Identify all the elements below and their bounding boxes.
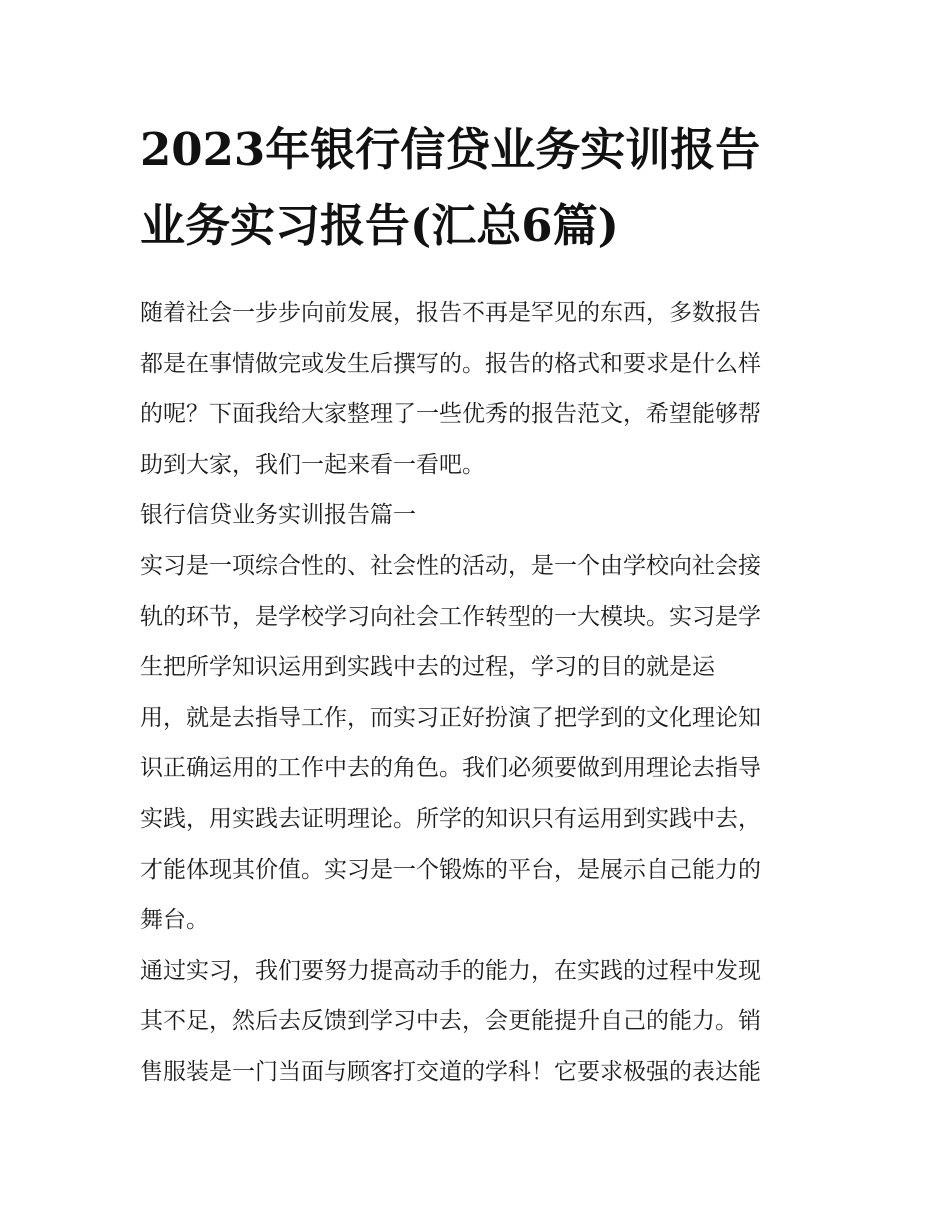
text-line: 其不足，然后去反馈到学习中去，会更能提升自己的能力。销 xyxy=(140,1008,761,1035)
text-line: 售服装是一门当面与顾客打交道的学科！它要求极强的表达能 xyxy=(140,1058,761,1085)
text-line: 才能体现其价值。实习是一个锻炼的平台，是展示自己能力的 xyxy=(140,856,761,883)
text-line: 都是在事情做完或发生后撰写的。报告的格式和要求是什么样 xyxy=(140,350,761,377)
text-line: 银行信贷业务实训报告篇一 xyxy=(140,502,416,529)
body-paragraph xyxy=(140,946,812,1098)
text-line: 通过实习，我们要努力提高动手的能力，在实践的过程中发现 xyxy=(140,957,761,984)
section-heading xyxy=(140,490,812,541)
text-line: 助到大家，我们一起来看一看吧。 xyxy=(140,451,485,478)
text-line: 的呢？下面我给大家整理了一些优秀的报告范文，希望能够帮 xyxy=(140,401,761,428)
text-line: 生把所学知识运用到实践中去的过程，学习的目的就是运 xyxy=(140,654,715,681)
text-line: 轨的环节，是学校学习向社会工作转型的一大模块。实习是学 xyxy=(140,603,761,630)
text-line: 用，就是去指导工作，而实习正好扮演了把学到的文化理论知 xyxy=(140,704,761,731)
document-title xyxy=(140,112,812,264)
title-line-1: 2023年银行信贷业务实训报告 xyxy=(140,123,761,176)
document-page xyxy=(140,112,812,1098)
text-line: 识正确运用的工作中去的角色。我们必须要做到用理论去指导 xyxy=(140,755,761,782)
text-line: 实践，用实践去证明理论。所学的知识只有运用到实践中去， xyxy=(140,805,761,832)
text-line: 随着社会一步步向前发展，报告不再是罕见的东西，多数报告 xyxy=(140,300,761,326)
title-line-2: 业务实习报告(汇总6篇) xyxy=(140,199,619,252)
text-line: 舞台。 xyxy=(140,907,209,934)
text-line: 实习是一项综合性的、社会性的活动，是一个由学校向社会接 xyxy=(140,552,761,579)
body-paragraph xyxy=(140,541,812,946)
intro-paragraph xyxy=(140,288,812,490)
document-body xyxy=(140,288,812,1098)
